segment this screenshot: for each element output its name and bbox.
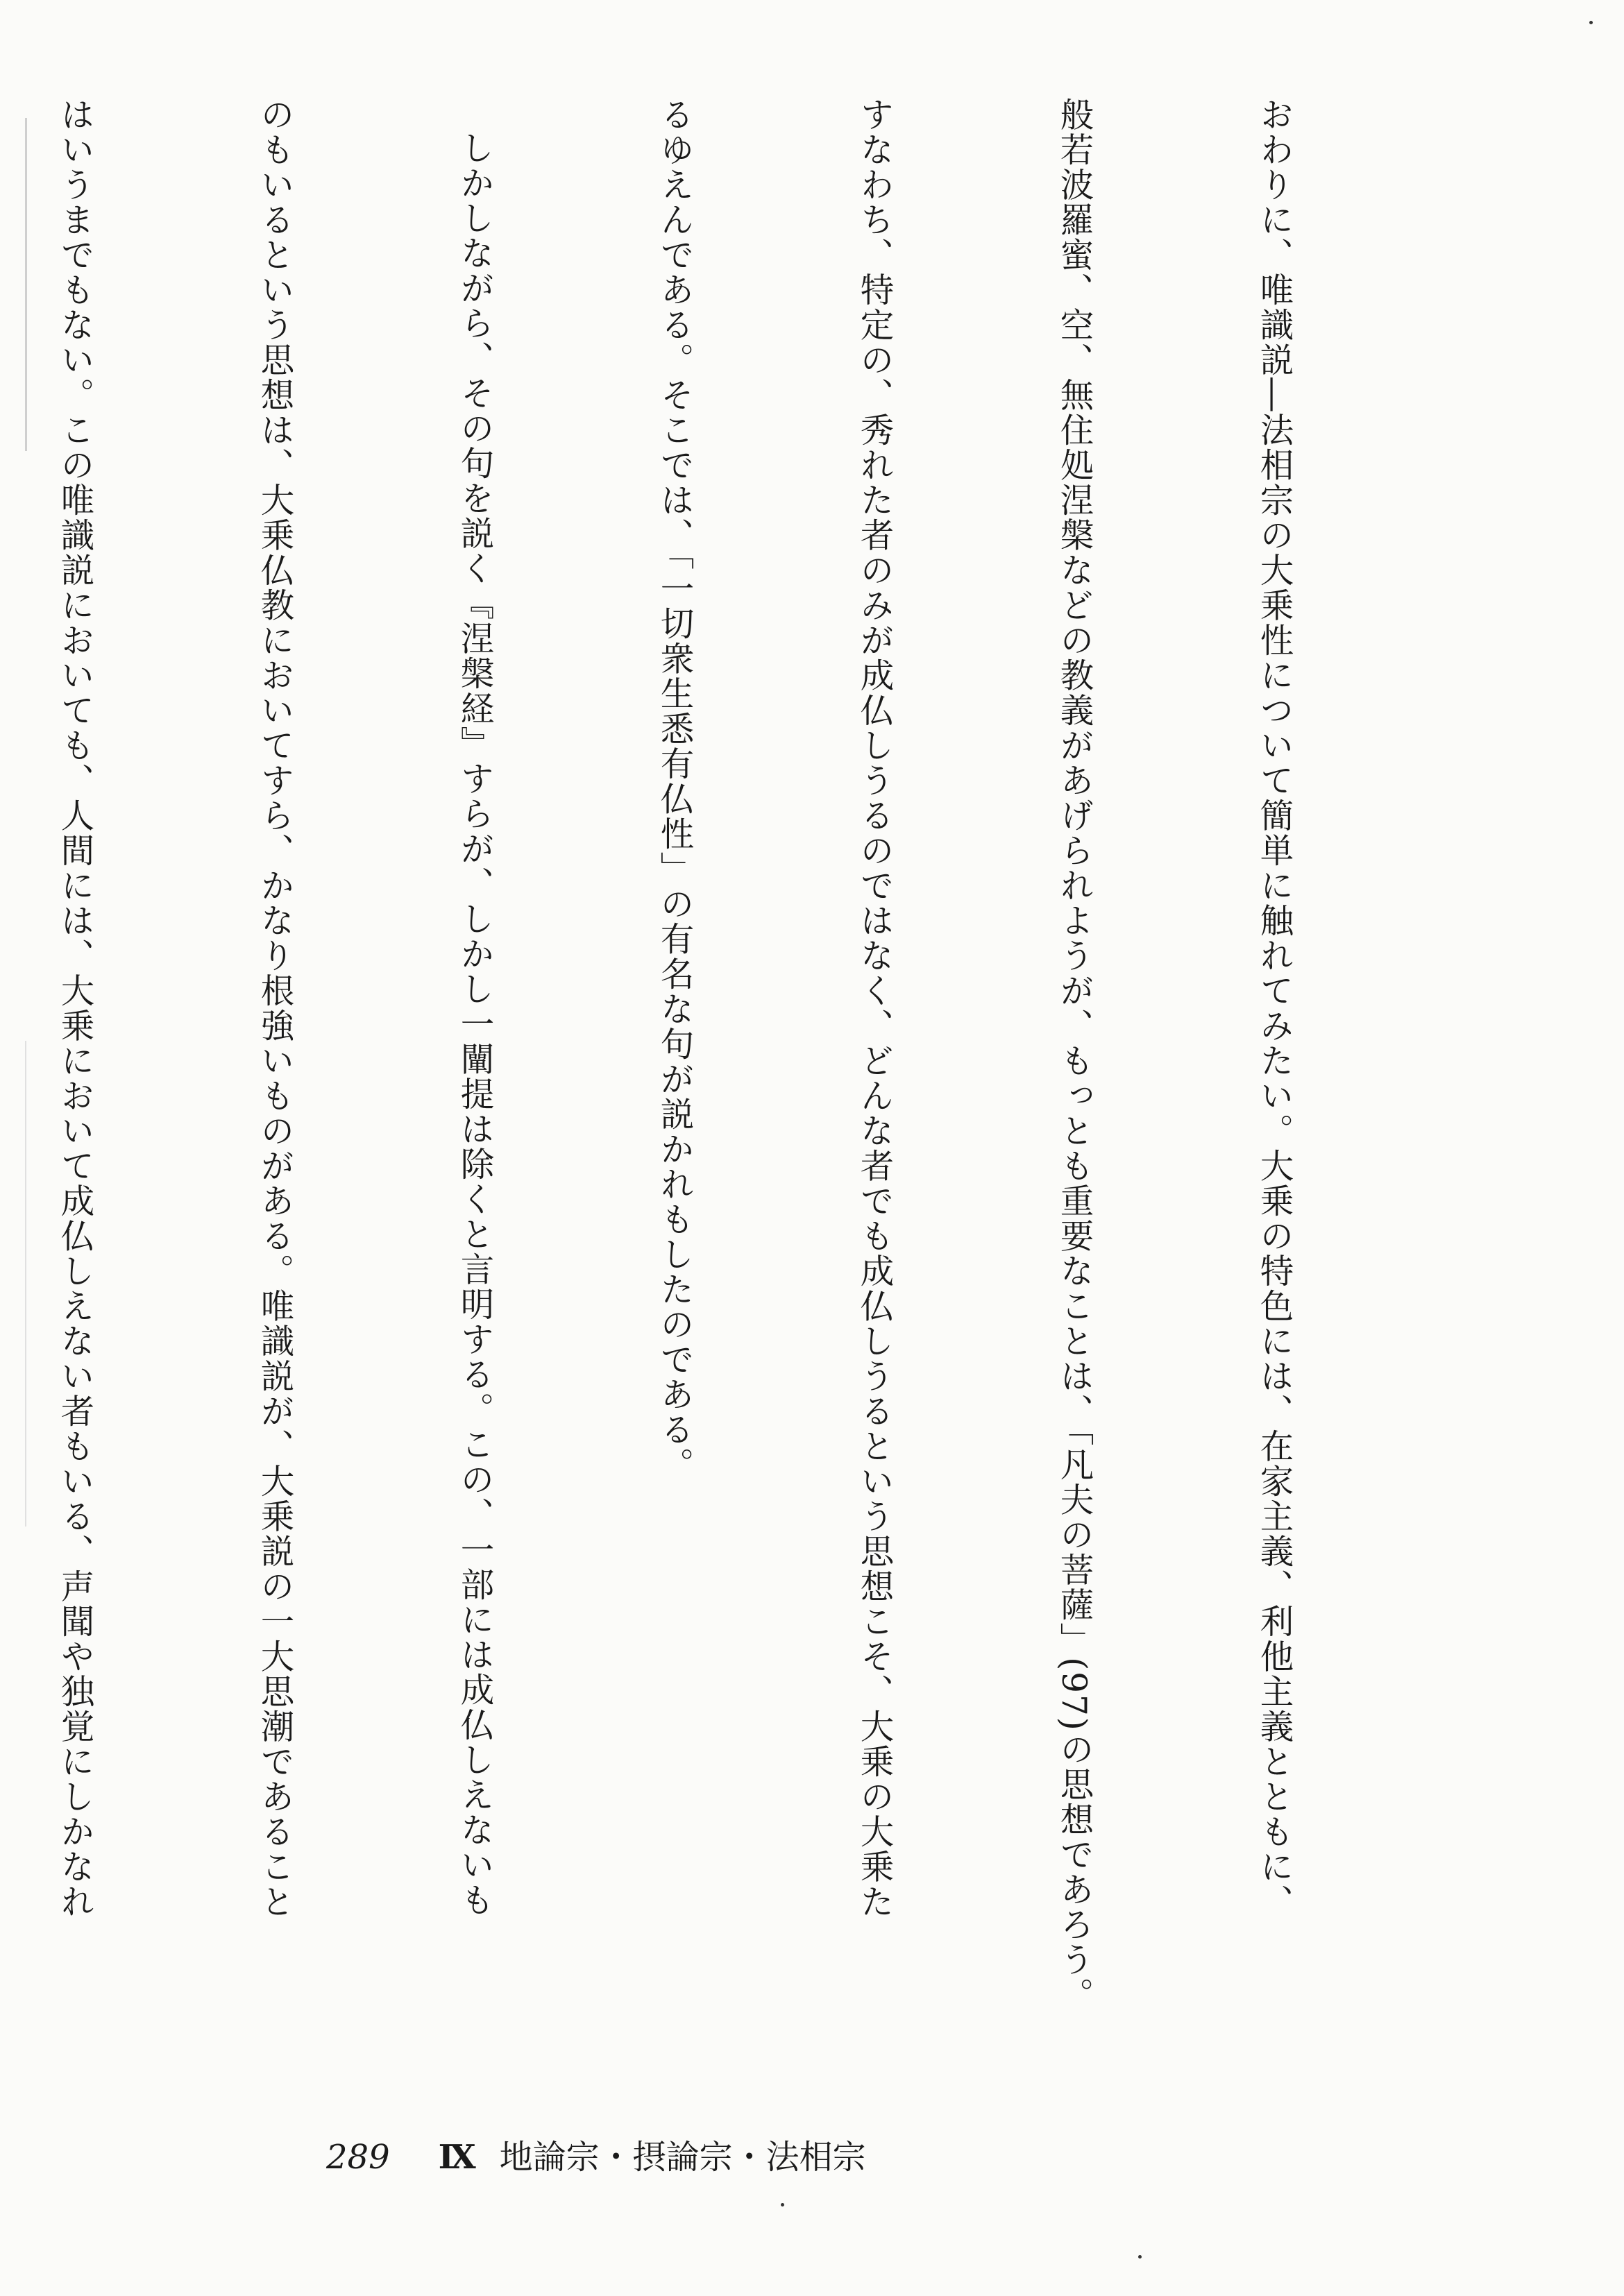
text-line: 般若波羅蜜、空、無住処涅槃などの教義があげられようが、もっとも重要なことは、「凡夫の菩薩」(97)の思想であろう。 [1054,97,1093,2012]
text-line: はいうまでもない。この唯識説においても、人間には、大乗において成仏しえない者もいる、声聞や独覚にしかなれ [55,97,94,1919]
page-footer [326,2130,866,2178]
scan-speck [1589,21,1593,24]
page-number: 289 [326,2138,390,2177]
scan-speck [1138,2255,1142,2259]
scan-speck [781,2203,784,2206]
body-text [0,97,1440,2047]
text-line: しかしながら、その句を説く『涅槃経』すらが、しかし一闡提は除くと言明する。この、一部には成仏しえないも [455,130,493,1918]
text-line: すなわち、特定の、秀れた者のみが成仏しうるのではなく、どんな者でも成仏しうるという思想こそ、大乗の大乗た [854,97,893,1919]
chapter-numeral: Ⅸ [438,2138,476,2177]
text-line: るゆえんである。そこでは、「一切衆生悉有仏性」の有名な句が説かれもしたのである。 [654,97,693,1482]
text-line: おわりに、唯識説―法相宗の大乗性について簡単に触れてみたい。大乗の特色には、在家主義、利他主義とともに、 [1254,97,1293,1919]
chapter-title: 地論宗・摂論宗・法相宗 [499,2138,866,2177]
text-line: のもいるという思想は、大乗仏教においてすら、かなり根強いものがある。唯識説が、大乗説の一大思潮であること [255,97,294,1919]
